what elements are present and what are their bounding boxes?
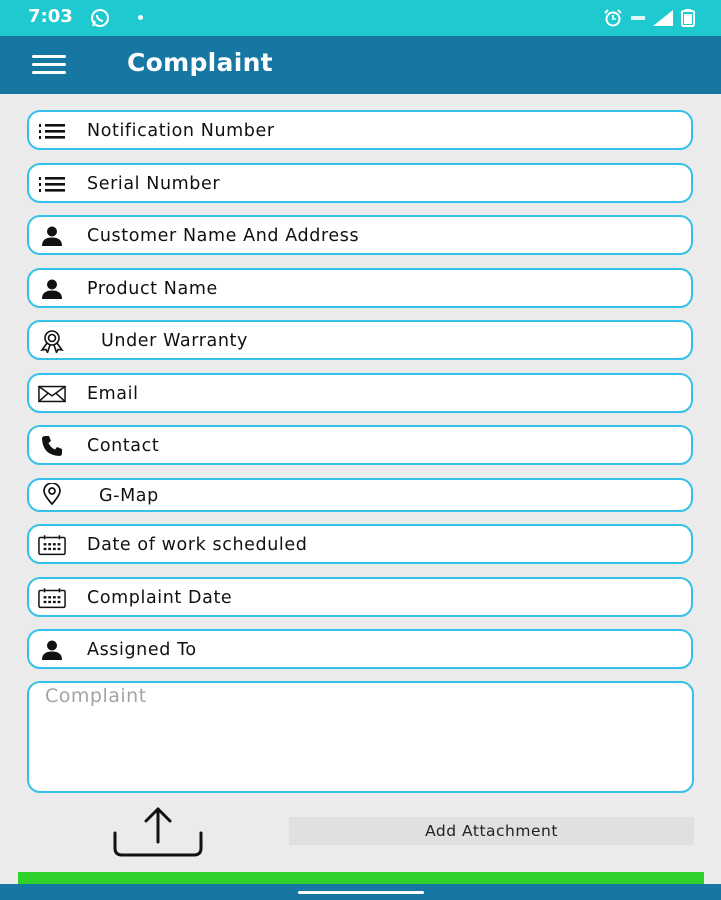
field-label: Under Warranty [101,331,248,351]
field-label: Serial Number [87,174,221,194]
g-map-field[interactable] [27,478,693,512]
field-label: Complaint Date [87,588,233,608]
phone-icon [38,435,66,457]
person-icon [38,278,66,300]
calendar-icon [38,587,66,609]
list-numbered-icon [38,120,66,142]
customer-name-address-field[interactable] [27,215,693,255]
field-label: Notification Number [87,121,275,141]
under-warranty-field[interactable] [27,320,693,360]
person-icon [38,639,66,661]
assigned-to-field[interactable] [27,629,693,669]
field-label: Contact [87,436,160,456]
contact-field[interactable] [27,425,693,465]
complaint-textarea[interactable] [27,681,694,793]
submit-button[interactable] [18,872,704,884]
date-of-work-scheduled-field[interactable] [27,524,693,564]
alarm-icon [603,9,623,27]
signal-icon [653,10,673,26]
volte-icon [631,13,645,23]
home-gesture-handle[interactable] [298,891,424,894]
field-label: G-Map [99,486,159,506]
upload-icon[interactable] [112,806,204,858]
battery-icon [681,9,695,27]
field-label: Date of work scheduled [87,535,308,555]
envelope-icon [38,383,66,405]
email-field[interactable] [27,373,693,413]
complaint-placeholder: Complaint [45,685,147,707]
field-label: Product Name [87,279,218,299]
serial-number-field[interactable] [27,163,693,203]
whatsapp-icon [90,8,110,28]
warranty-badge-icon [38,330,66,352]
product-name-field[interactable] [27,268,693,308]
notification-dot-icon [138,15,143,20]
map-pin-icon [38,483,66,505]
app-bar [0,36,721,94]
list-numbered-icon [38,173,66,195]
hamburger-menu-icon[interactable] [32,55,66,75]
field-label: Customer Name And Address [87,226,360,246]
add-attachment-button[interactable]: Add Attachment [289,817,694,845]
calendar-icon [38,534,66,556]
field-label: Email [87,384,139,404]
status-icons [603,8,695,28]
status-time: 7:03 [28,6,73,27]
person-icon [38,225,66,247]
system-navigation-bar [0,884,721,900]
page-title: Complaint [127,48,273,77]
notification-number-field[interactable] [27,110,693,150]
field-label: Assigned To [87,640,197,660]
status-bar [0,0,721,36]
complaint-date-field[interactable] [27,577,693,617]
